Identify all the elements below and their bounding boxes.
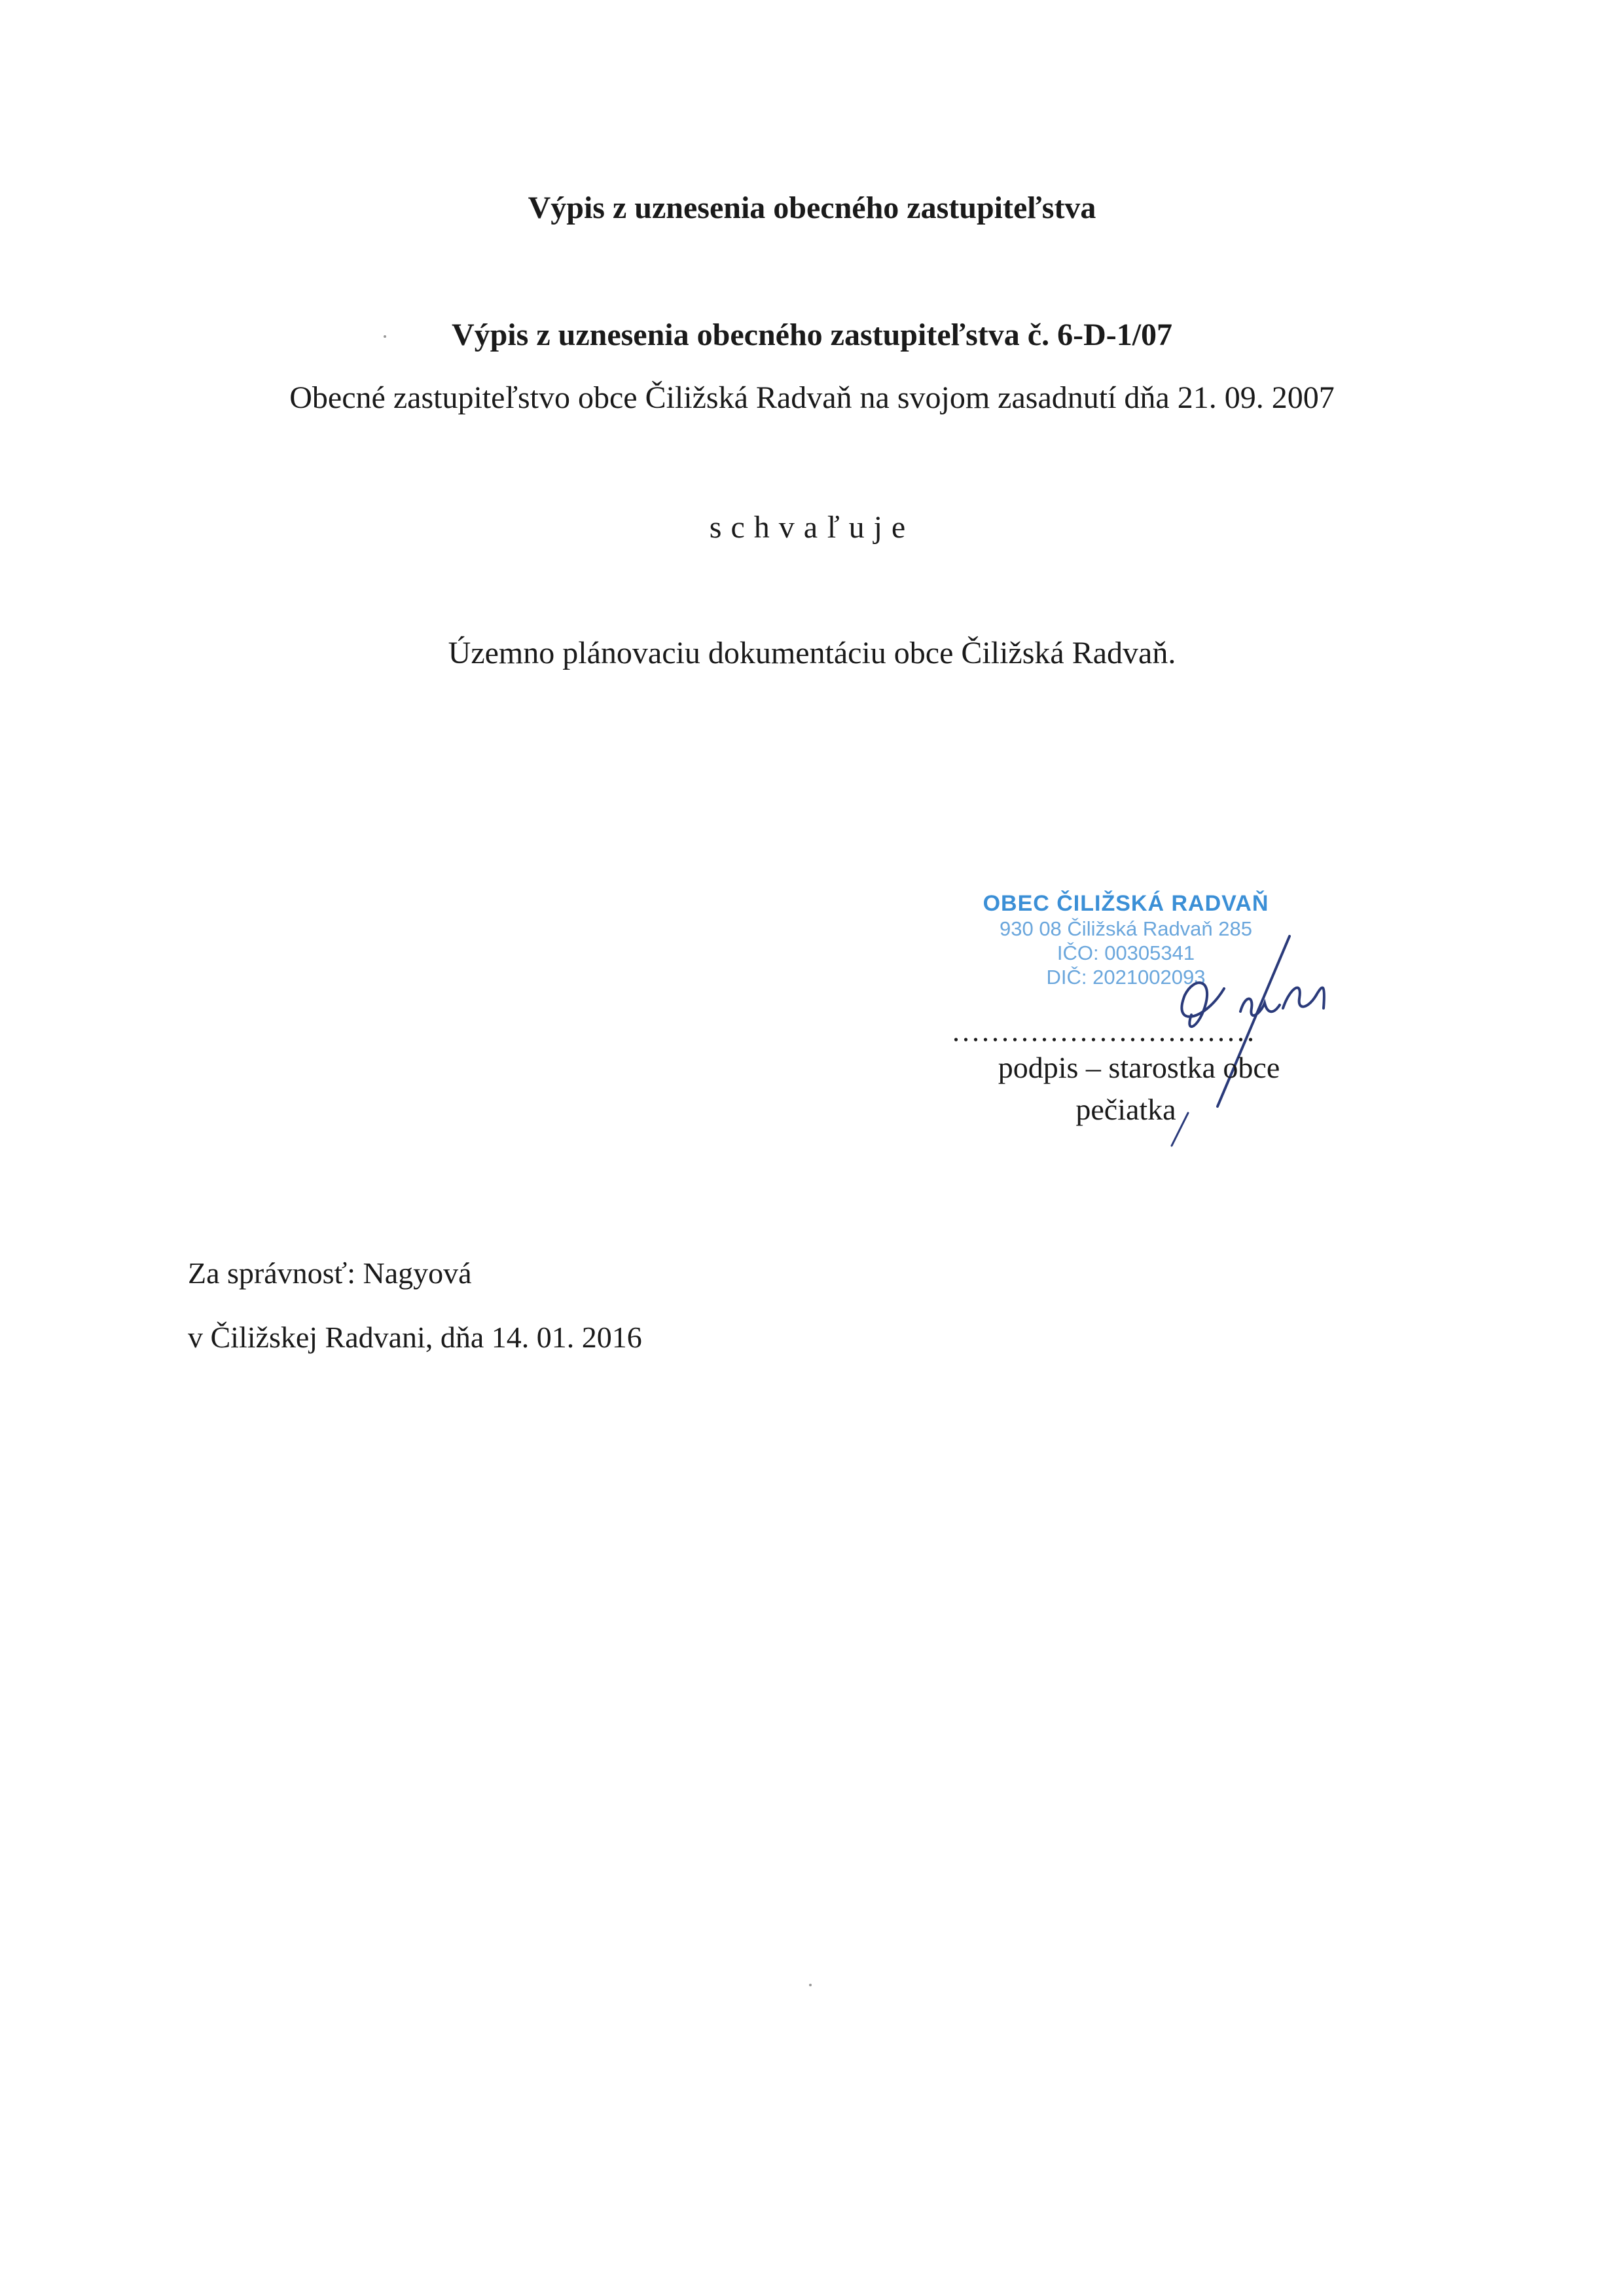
signature-label: podpis – starostka obce: [998, 1051, 1280, 1084]
stamp-dic: DIČ: 2021002093: [1046, 966, 1206, 989]
scan-speck: [809, 1984, 812, 1986]
signature-line: ...............................: [952, 1015, 1257, 1048]
stamp-ico: IČO: 00305341: [1056, 941, 1195, 964]
resolution-title: Výpis z uznesenia obecného zastupiteľstva č. 6-D-1/07: [451, 318, 1173, 352]
resolution-subject: Územno plánovaciu dokumentáciu obce Čiližská Radvaň.: [448, 636, 1176, 670]
document-heading: Výpis z uznesenia obecného zastupiteľstva: [528, 191, 1096, 225]
stamp-name: OBEC ČILIŽSKÁ RADVAŇ: [983, 891, 1269, 916]
place-and-date: v Čiližskej Radvani, dňa 14. 01. 2016: [188, 1321, 642, 1354]
correctness-note: Za správnosť: Nagyová: [188, 1256, 472, 1290]
resolution-verb: schvaľuje: [709, 510, 915, 545]
seal-label: pečiatka: [1075, 1093, 1176, 1126]
resolution-intro: Obecné zastupiteľstvo obce Čiližská Radvaň na svojom zasadnutí dňa 21. 09. 2007: [289, 380, 1335, 415]
stamp-address: 930 08 Čiližská Radvaň 285: [999, 917, 1253, 940]
